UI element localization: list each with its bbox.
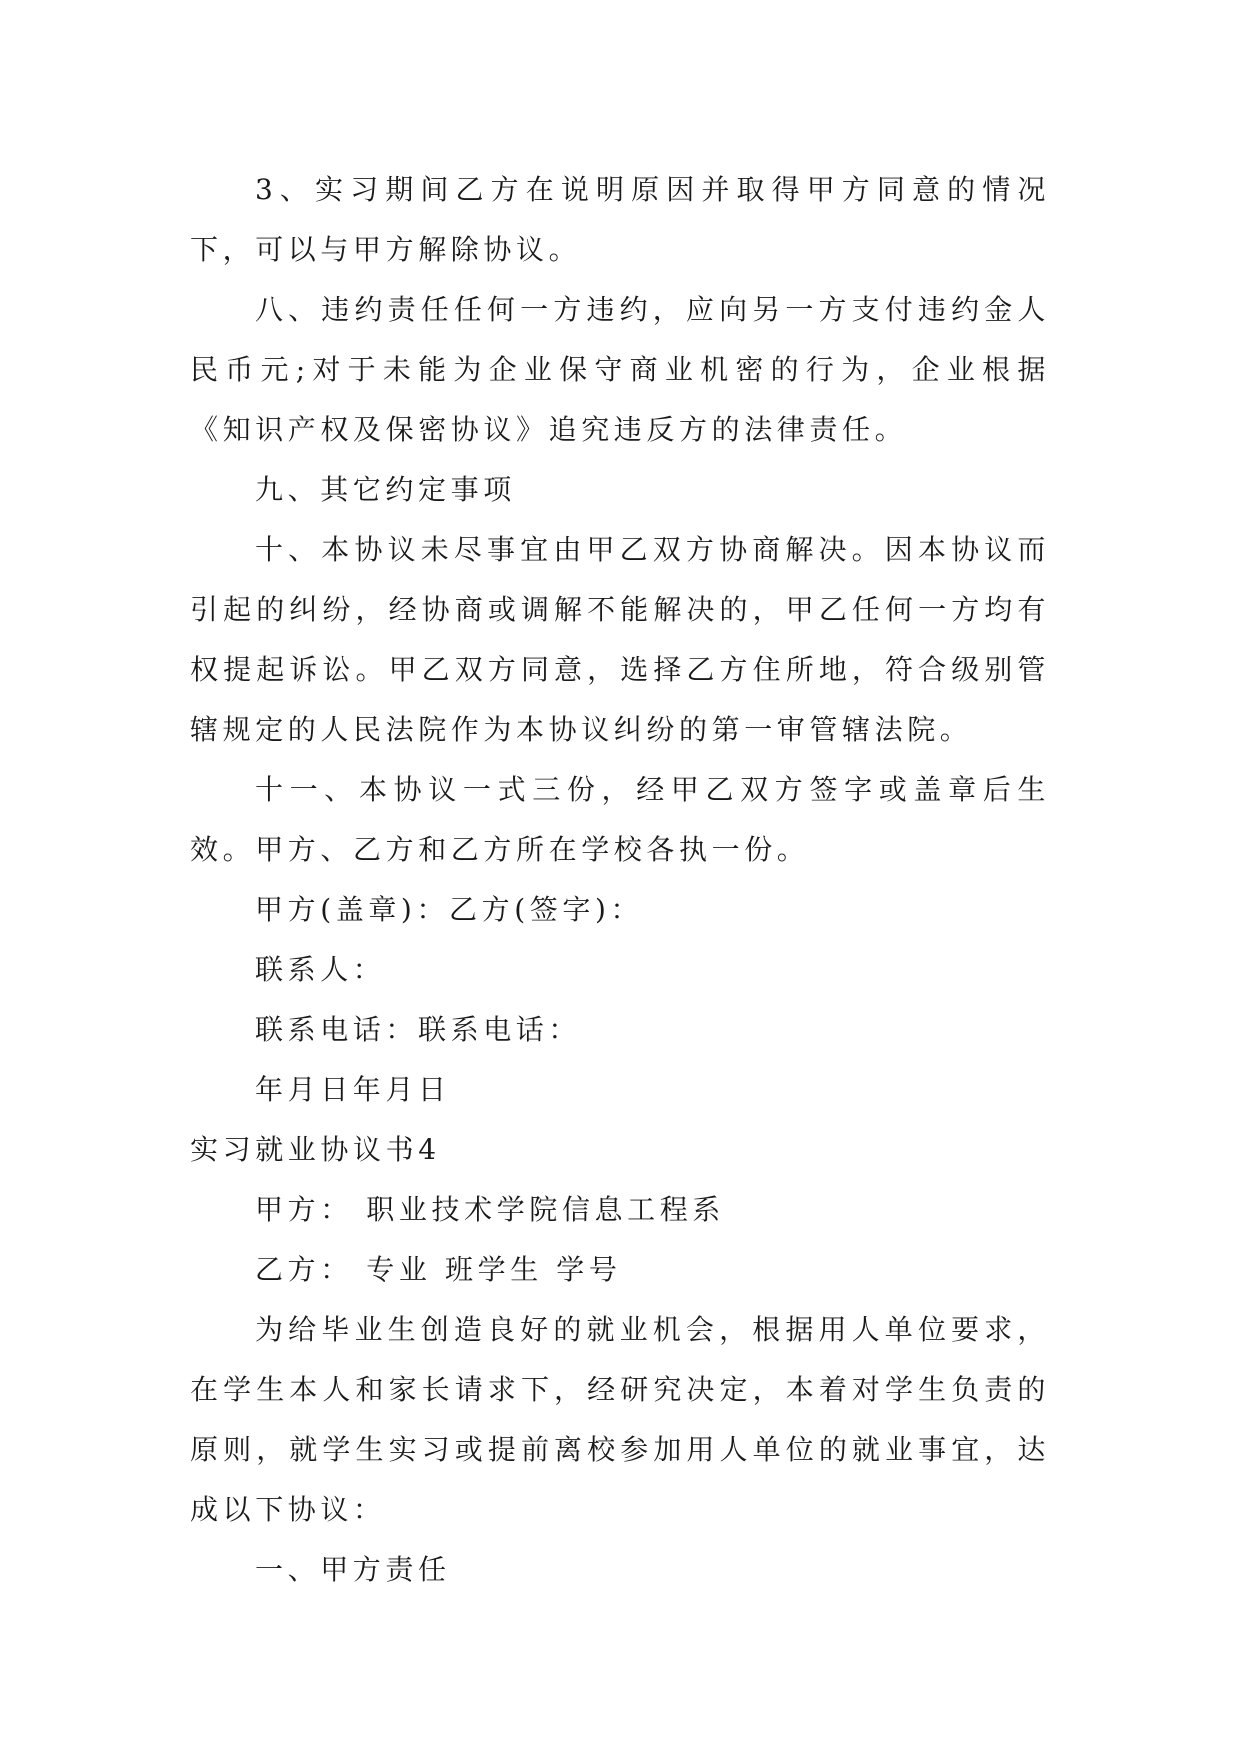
signature-line: 甲方(盖章)：乙方(签字)： <box>255 893 644 926</box>
paragraph-dispute-resolution: 十、本协议未尽事宜由甲乙双方协商解决。因本协议而引起的纠纷，经协商或调解不能解决的，甲乙任何一方均有权提起诉讼。甲乙双方同意，选择乙方住所地，符合级别管辖规定的人民法院作为本协议纠纷的第一审管辖法院。 <box>190 533 1050 746</box>
paragraph-clause-3: 3、实习期间乙方在说明原因并取得甲方同意的情况下，可以与甲方解除协议。 <box>190 173 1050 266</box>
paragraph-other-matters: 九、其它约定事项 <box>255 473 516 506</box>
paragraph-copies-effect: 十一、本协议一式三份，经甲乙双方签字或盖章后生效。甲方、乙方和乙方所在学校各执一份。 <box>190 773 1050 866</box>
date-line: 年月日年月日 <box>255 1073 451 1106</box>
contact-person-line: 联系人： <box>255 953 386 986</box>
paragraph-breach-liability: 八、违约责任任何一方违约，应向另一方支付违约金人民币元;对于未能为企业保守商业机密的行为，企业根据《知识产权及保密协议》追究违反方的法律责任。 <box>190 293 1050 446</box>
contact-phone-line: 联系电话：联系电话： <box>255 1013 582 1046</box>
party-a-line: 甲方： 职业技术学院信息工程系 <box>255 1193 725 1226</box>
paragraph-preamble: 为给毕业生创造良好的就业机会，根据用人单位要求，在学生本人和家长请求下，经研究决定，本着对学生负责的原则，就学生实习或提前离校参加用人单位的就业事宜，达成以下协议： <box>190 1313 1050 1526</box>
section-title: 实习就业协议书4 <box>190 1133 441 1166</box>
document-page <box>190 160 1050 1600</box>
paragraph-party-a-duties: 一、甲方责任 <box>255 1553 451 1586</box>
party-b-line: 乙方： 专业 班学生 学号 <box>255 1253 622 1286</box>
